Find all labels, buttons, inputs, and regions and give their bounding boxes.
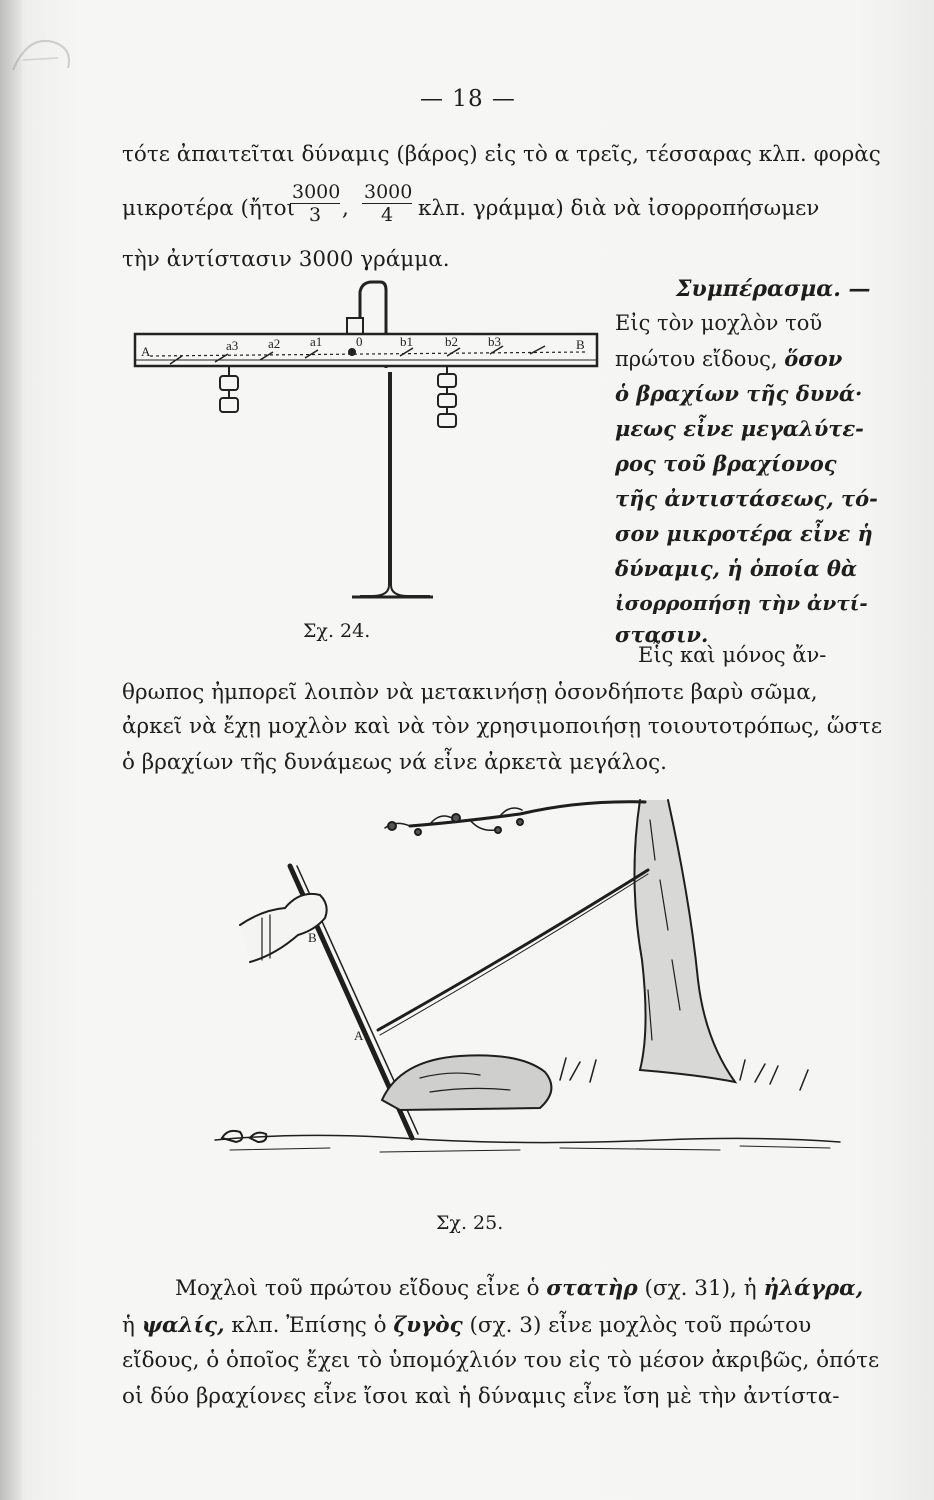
conclusion-line-8: δύναμις, ἡ ὁποία θὰ [615, 556, 858, 581]
paragraph2-line3: ὁ βραχίων τῆς δυνάμεως νά εἶνε ἀρκετὰ μεγάλος. [122, 750, 667, 775]
label-a1: a1 [310, 334, 323, 349]
rope [378, 870, 648, 1030]
conclusion-line-10: στασιν. [615, 622, 709, 647]
conclusion-line-3: ὁ βραχίων τῆς δυνά· [615, 381, 863, 406]
page-number: — 18 — [420, 86, 516, 112]
paragraph3-line2 [122, 1313, 811, 1338]
label-b2: b2 [445, 334, 458, 349]
figure-24-caption: Σχ. 24. [303, 620, 371, 642]
fraction2-denominator: 4 [380, 204, 394, 226]
hand [240, 894, 327, 962]
conclusion-line-2-bold: ὅσον [784, 346, 843, 371]
label-b3: b3 [488, 334, 501, 349]
paragraph1-line3: τὴν ἀντίστασιν 3000 γράμμα. [122, 247, 450, 272]
label-a3: a3 [226, 338, 239, 353]
conclusion-line-5: ρος τοῦ βραχίονος [615, 451, 837, 476]
figure25-label-A: A [354, 1028, 364, 1043]
paragraph3-line1 [175, 1276, 863, 1301]
p3-l2c: κλπ. Ἐπίσης ὁ [231, 1313, 387, 1338]
p3-statir: στατὴρ [546, 1276, 638, 1301]
paragraph1-line1: τότε ἀπαιτεῖται δύναμις (βάρος) εἰς τὸ α τρεῖς, τέσσαρας κλπ. φορὰς [122, 142, 881, 167]
figure25-label-B: B [308, 930, 317, 945]
paragraph3-line3: εἴδους, ὁ ὁποῖος ἔχει τὸ ὑπομόχλιόν του εἰς τὸ μέσον ἀκριβῶς, ὁπότε [122, 1348, 880, 1373]
fraction1-denominator: 3 [308, 204, 322, 226]
conclusion-line-4: μεως εἶνε μεγαλύτε- [615, 416, 864, 441]
label-0: 0 [356, 334, 363, 349]
p3-l2e: (σχ. 3) εἶνε μοχλὸς τοῦ πρώτου [469, 1313, 812, 1338]
paragraph1-line2-comma: , [342, 196, 349, 221]
conclusion-title: Συμπέρασμα. — [676, 276, 871, 302]
p3-zygos: ζυγὸς [393, 1313, 463, 1338]
p3-l1a: Μοχλοὶ τοῦ πρώτου εἴδους εἶνε ὁ [175, 1276, 540, 1301]
p3-ilagra: ἠλάγρα, [763, 1276, 864, 1301]
fraction2-numerator: 3000 [364, 181, 413, 203]
paragraph1-line2-end: κλπ. γράμμα) διὰ νὰ ἰσορροπήσωμεν [418, 196, 820, 221]
figure-25-caption: Σχ. 25. [436, 1212, 504, 1234]
paragraph1-line2-start: μικροτέρα (ἤτοι [122, 196, 295, 221]
tree-branch [410, 802, 645, 826]
paragraph2-line1: θρωπος ἠμπορεῖ λοιπὸν νὰ μετακινήσῃ ὁσονδήποτε βαρὺ σῶμα, [122, 680, 818, 705]
label-b1: b1 [400, 334, 413, 349]
conclusion-line-2-text: πρώτου εἴδους, [615, 347, 778, 371]
label-a2: a2 [268, 336, 281, 351]
label-A: A [141, 344, 151, 359]
paragraph3-line4: οἱ δύο βραχίονες εἶνε ἴσοι καὶ ἡ δύναμις εἶνε ἴση μὲ τὴν ἀντίστα- [122, 1384, 840, 1409]
paragraph2-line2: ἀρκεῖ νὰ ἔχῃ μοχλὸν καὶ νὰ τὸν χρησιμοποιήσῃ τοιουτοτρόπως, ὥστε [122, 714, 883, 739]
rock [382, 1055, 551, 1110]
p3-psalis: ψαλίς, [141, 1313, 225, 1338]
conclusion-line-1: Εἰς τὸν μοχλὸν τοῦ [615, 311, 823, 335]
conclusion-line-11: Εἷς καὶ μόνος ἄν- [638, 643, 827, 667]
conclusion-line-9: ἰσορροπήσῃ τὴν ἀντί- [615, 591, 868, 615]
p3-l2a: ἡ [122, 1313, 135, 1338]
conclusion-line-6: τῆς ἀντιστάσεως, τό- [615, 486, 878, 511]
tree-trunk [634, 800, 735, 1082]
label-B: B [576, 337, 585, 352]
p3-l1c: (σχ. 31), ἡ [644, 1276, 757, 1301]
conclusion-line-7: σον μικροτέρα εἶνε ἡ [615, 521, 873, 546]
ground [215, 1135, 840, 1142]
fraction1-numerator: 3000 [292, 181, 341, 203]
